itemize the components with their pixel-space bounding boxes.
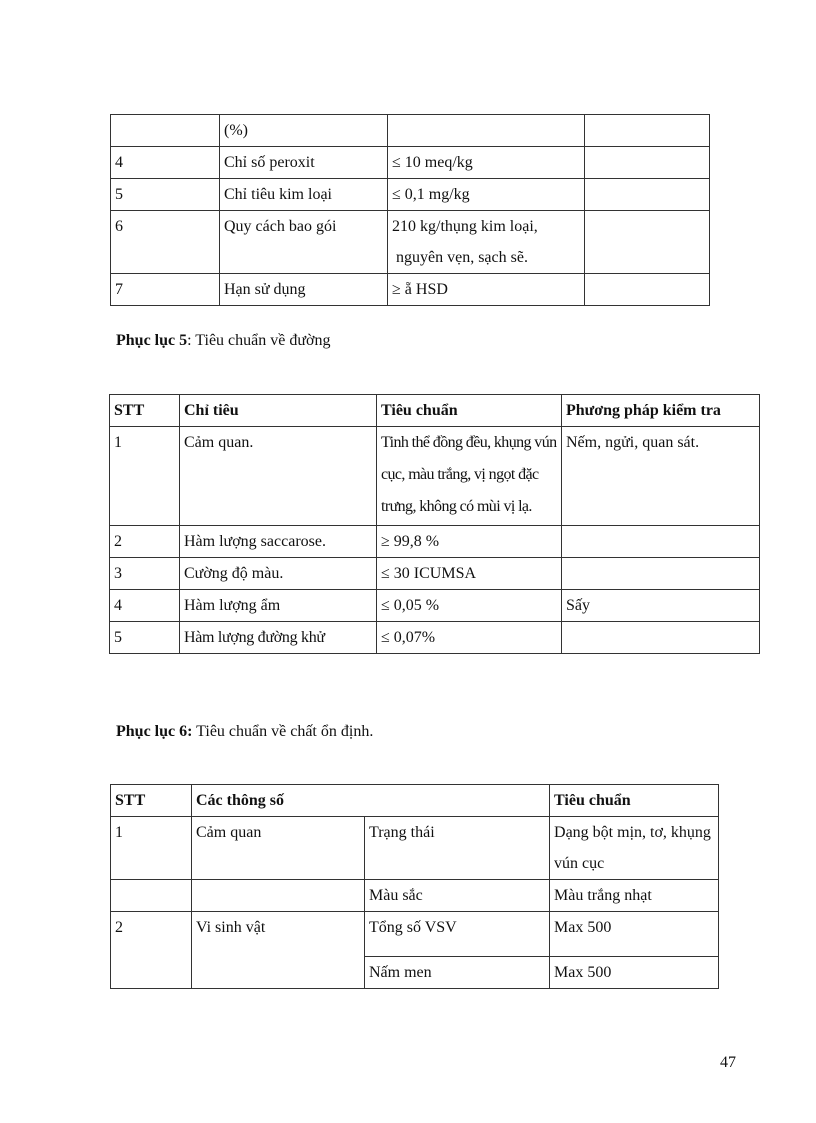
cell-stt: 1	[111, 817, 192, 880]
cell-stt: 5	[110, 622, 180, 654]
cell-method	[562, 526, 760, 558]
cell-standard: ≤ 10 meq/kg	[388, 147, 585, 179]
cell-name: Hàm lượng ẩm	[180, 590, 377, 622]
table-row	[110, 427, 760, 526]
cell-standard-line2: nguyên vẹn, sạch sẽ.	[396, 249, 528, 266]
cell-standard: Max 500	[550, 957, 719, 989]
cell-param: Nấm men	[365, 957, 550, 989]
cell-name: Hạn sử dụng	[220, 274, 388, 306]
appendix-6-label: Phục lục 6:	[116, 723, 193, 740]
table-row	[110, 590, 760, 622]
cell-param: Trạng thái	[365, 817, 550, 880]
cell-name: Chỉ số peroxit	[220, 147, 388, 179]
cell-standard	[388, 115, 585, 147]
cell-stt: 6	[111, 211, 220, 274]
cell-name: Cảm quan.	[180, 427, 377, 526]
header-standard: Tiêu chuẩn	[550, 785, 719, 817]
cell-method	[585, 147, 710, 179]
cell-stt: 3	[110, 558, 180, 590]
cell-stt	[111, 115, 220, 147]
cell-stt: 2	[111, 912, 192, 989]
cell-method	[562, 622, 760, 654]
cell-method	[585, 179, 710, 211]
cell-standard: ≥ ẵ HSD	[388, 274, 585, 306]
cell-name: Hàm lượng saccarose.	[180, 526, 377, 558]
cell-method	[562, 558, 760, 590]
cell-name: Hàm lượng đường khử	[180, 622, 377, 654]
cell-name: Quy cách bao gói	[220, 211, 388, 274]
cell-param: Tổng số VSV	[365, 912, 550, 957]
cell-stt	[111, 880, 192, 912]
cell-standard: Màu trắng nhạt	[550, 880, 719, 912]
appendix-6-text: Tiêu chuẩn về chất ổn định.	[192, 723, 374, 740]
table-header-row	[110, 395, 760, 427]
cell-stt: 4	[111, 147, 220, 179]
appendix-6-caption	[116, 723, 373, 741]
cell-stt: 4	[110, 590, 180, 622]
cell-standard: Tinh thể đồng đều, khụng vún cục, màu trắng, vị ngọt đặc trưng, không có mùi vị lạ.	[377, 427, 562, 526]
table-continued	[110, 114, 710, 306]
cell-stt: 5	[111, 179, 220, 211]
cell-stt: 2	[110, 526, 180, 558]
table-row	[111, 880, 719, 912]
table-row	[111, 115, 710, 147]
cell-stt: 1	[110, 427, 180, 526]
cell-method	[585, 274, 710, 306]
table-row	[111, 912, 719, 957]
header-stt: STT	[110, 395, 180, 427]
cell-standard: Dạng bột mịn, tơ, khụng vún cục	[550, 817, 719, 880]
cell-standard	[388, 211, 585, 274]
header-stt: STT	[111, 785, 192, 817]
cell-param: Màu sắc	[365, 880, 550, 912]
table-row	[110, 622, 760, 654]
appendix-5-caption	[116, 332, 330, 350]
table-row	[111, 274, 710, 306]
cell-method	[585, 211, 710, 274]
cell-name: Chỉ tiêu kim loại	[220, 179, 388, 211]
cell-standard: ≥ 99,8 %	[377, 526, 562, 558]
table-row	[111, 817, 719, 880]
table-row	[110, 558, 760, 590]
cell-standard-line1: 210 kg/thụng kim loại,	[392, 218, 538, 235]
page-number: 47	[720, 1054, 736, 1071]
table-row	[111, 211, 710, 274]
stabilizer-standards-table	[110, 784, 719, 989]
cell-group: Cảm quan	[192, 817, 365, 880]
cell-standard: ≤ 30 ICUMSA	[377, 558, 562, 590]
cell-standard: ≤ 0,05 %	[377, 590, 562, 622]
table-header-row	[111, 785, 719, 817]
cell-group: Vi sinh vật	[192, 912, 365, 989]
cell-method	[585, 115, 710, 147]
appendix-5-text: : Tiêu chuẩn về đường	[187, 332, 331, 349]
cell-standard: Max 500	[550, 912, 719, 957]
cell-group	[192, 880, 365, 912]
appendix-5-label: Phục lục 5	[116, 332, 188, 349]
cell-standard: ≤ 0,1 mg/kg	[388, 179, 585, 211]
cell-method: Sấy	[562, 590, 760, 622]
table-row	[111, 147, 710, 179]
header-params: Các thông số	[192, 785, 550, 817]
table-row	[111, 179, 710, 211]
table-row	[110, 526, 760, 558]
cell-standard: ≤ 0,07%	[377, 622, 562, 654]
header-standard: Tiêu chuẩn	[377, 395, 562, 427]
sugar-standards-table	[109, 394, 760, 654]
header-method: Phương pháp kiểm tra	[562, 395, 760, 427]
cell-name: Cường độ màu.	[180, 558, 377, 590]
header-name: Chỉ tiêu	[180, 395, 377, 427]
cell-stt: 7	[111, 274, 220, 306]
cell-method: Nếm, ngửi, quan sát.	[562, 427, 760, 526]
cell-name: (%)	[220, 115, 388, 147]
